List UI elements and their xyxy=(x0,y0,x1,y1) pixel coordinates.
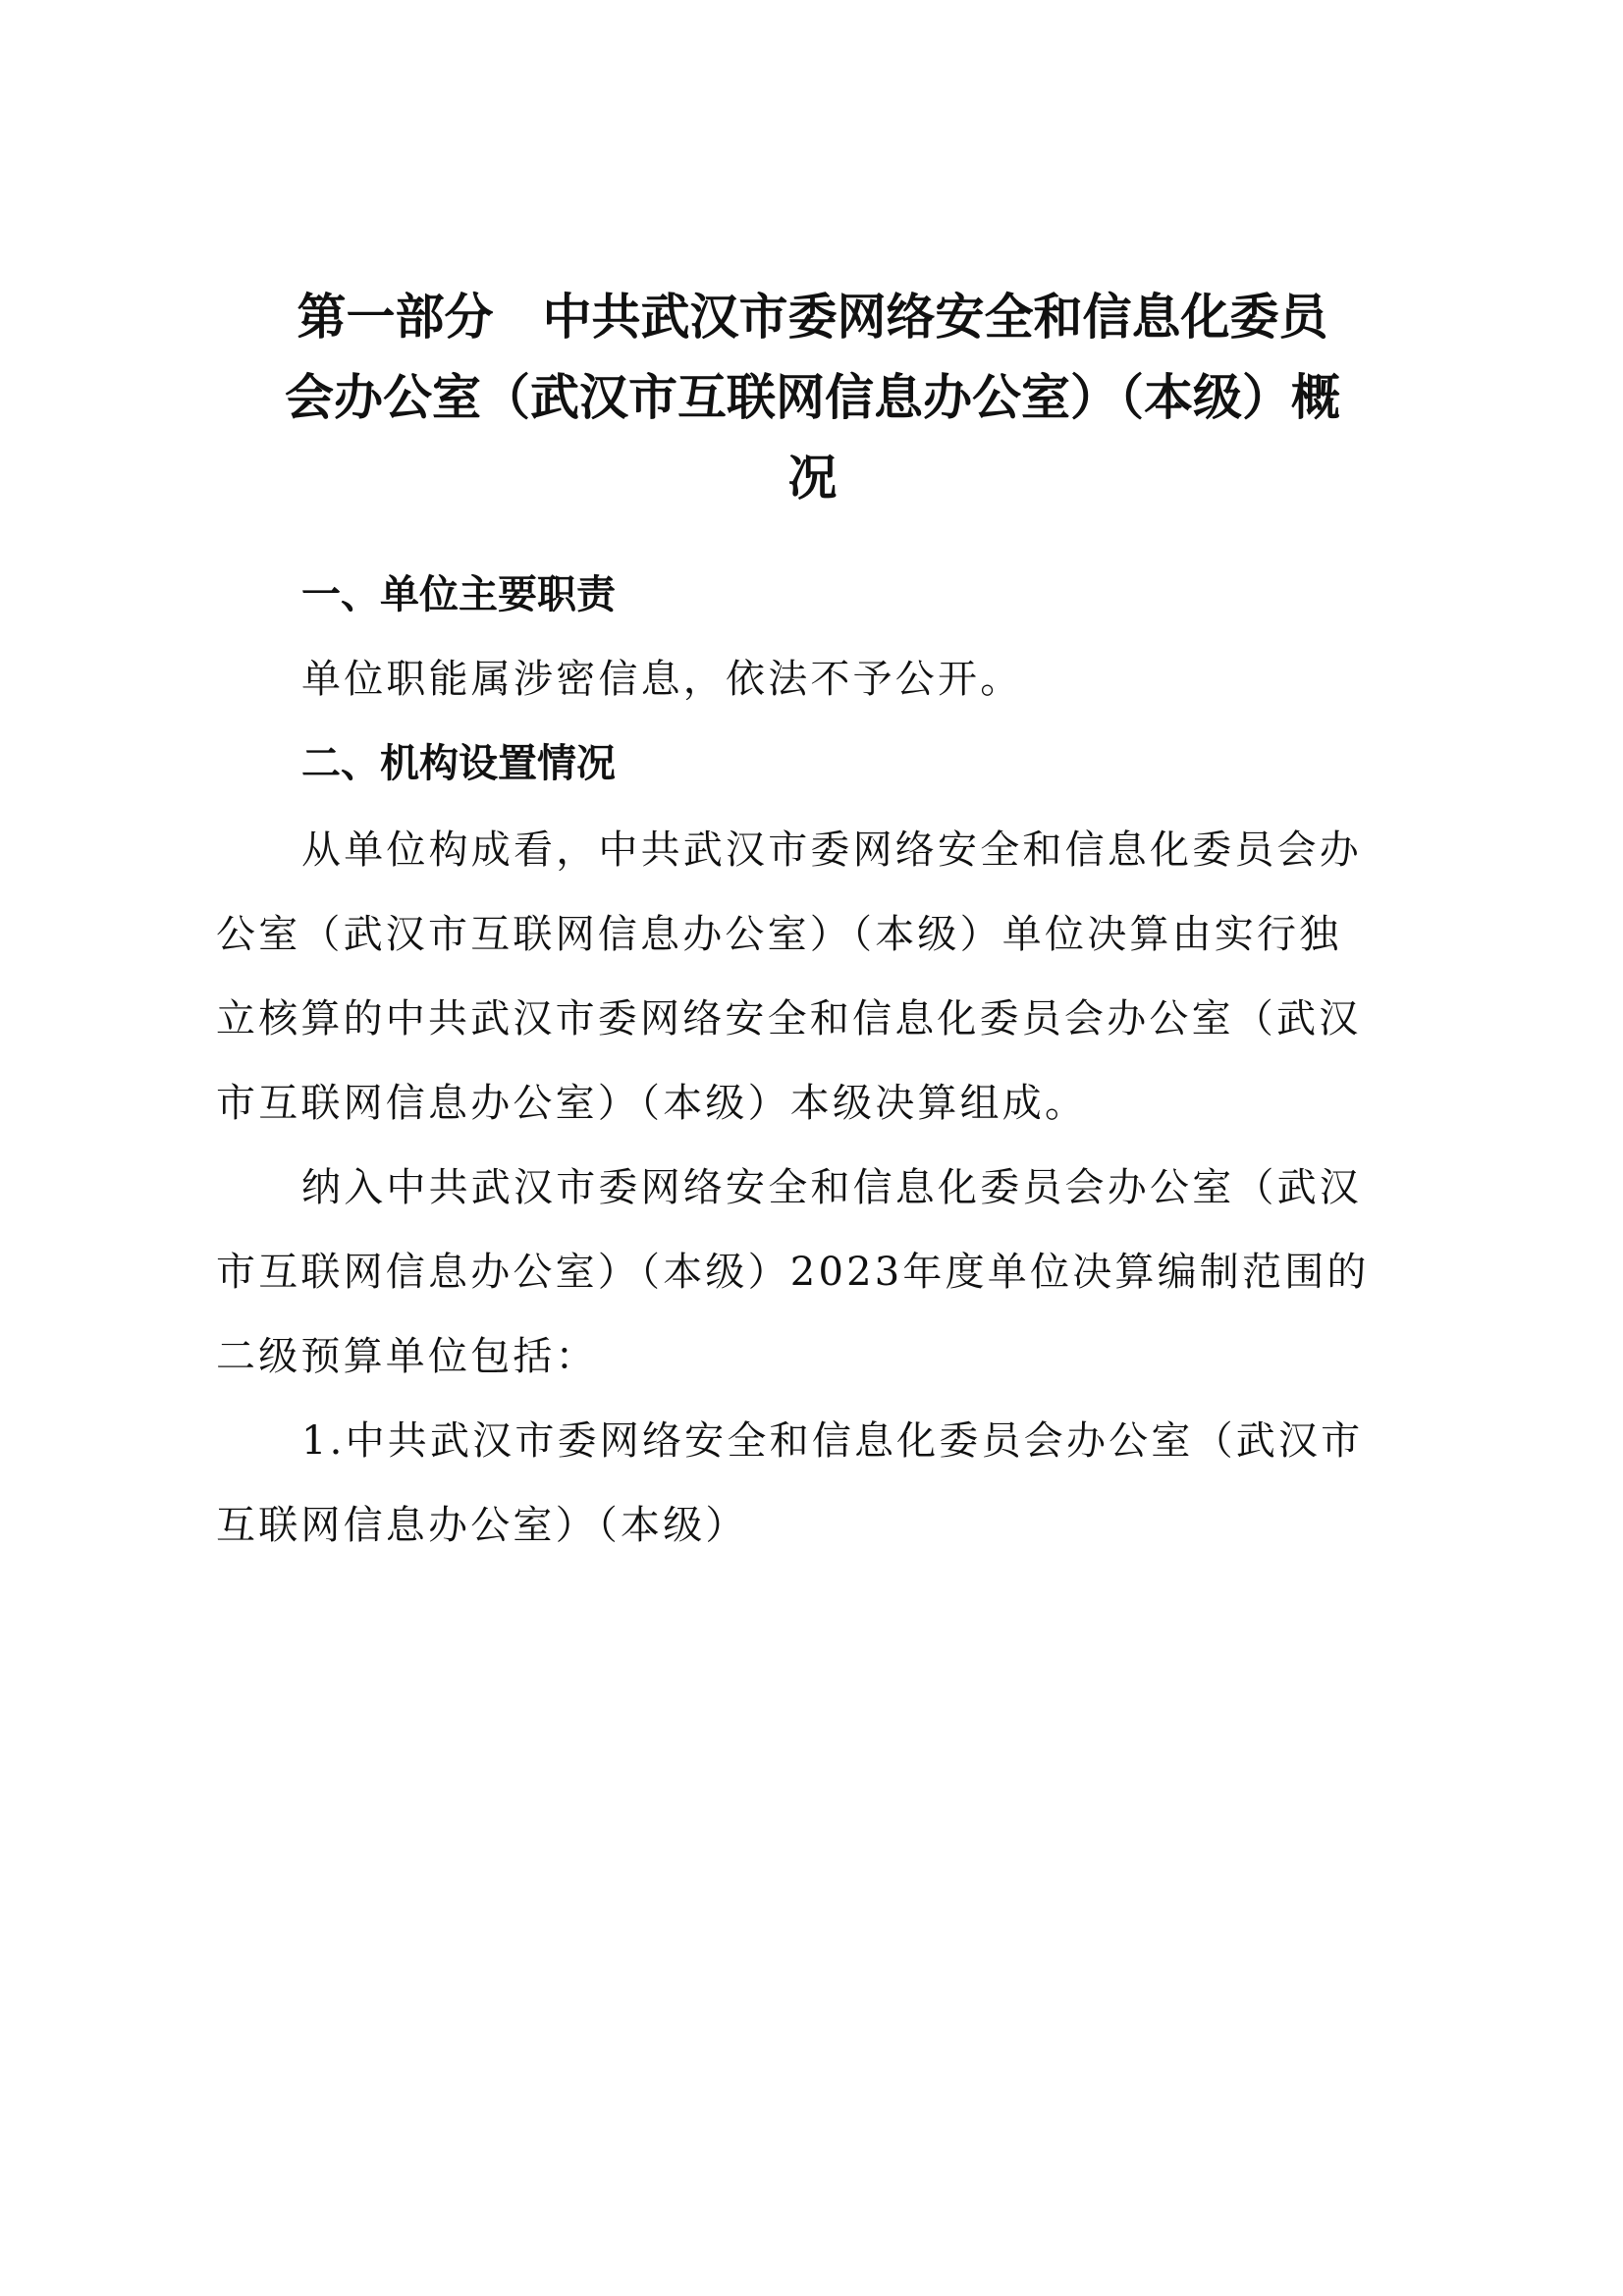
title-line: 第一部分 中共武汉市委网络安全和信息化委员 xyxy=(297,289,1328,346)
paragraph-line: 二级预算单位包括： xyxy=(216,1334,598,1379)
paragraph-line: 纳入中共武汉市委网络安全和信息化委员会办公室（武汉 xyxy=(301,1165,1362,1210)
document-title xyxy=(211,277,1414,518)
list-item-line: 互联网信息办公室）（本级） xyxy=(216,1503,748,1548)
section-heading-duties: 一、单位主要职责 xyxy=(301,572,616,617)
paragraph-line: 市互联网信息办公室）（本级）本级决算组成。 xyxy=(216,1081,1088,1126)
title-line: 会办公室（武汉市互联网信息办公室）（本级）概 xyxy=(285,369,1340,426)
list-item-line: 1.中共武汉市委网络安全和信息化委员会办公室（武汉市 xyxy=(301,1418,1364,1464)
paragraph-line: 市互联网信息办公室）（本级）2023年度单位决算编制范围的 xyxy=(216,1250,1370,1295)
section-heading-organization: 二、机构设置情况 xyxy=(301,741,616,786)
duties-paragraph: 单位职能属涉密信息，依法不予公开。 xyxy=(301,657,1023,702)
paragraph-line: 立核算的中共武汉市委网络安全和信息化委员会办公室（武汉 xyxy=(216,996,1362,1041)
paragraph-line: 从单位构成看，中共武汉市委网络安全和信息化委员会办 xyxy=(301,828,1362,873)
title-line: 况 xyxy=(787,450,838,507)
paragraph-line: 公室（武汉市互联网信息办公室）（本级）单位决算由实行独 xyxy=(216,912,1342,957)
